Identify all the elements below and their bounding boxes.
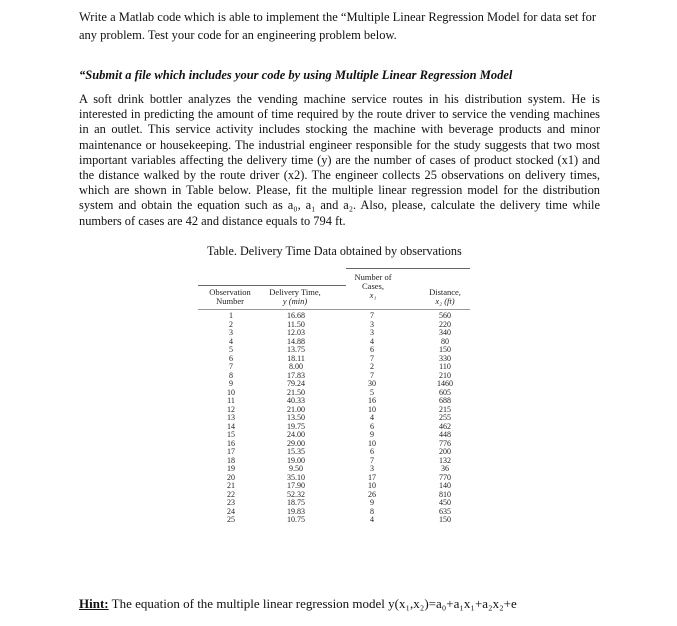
- obs-cell: 24: [227, 506, 235, 516]
- distance-cell: 36: [441, 464, 449, 473]
- column-delivery-time: [276, 312, 316, 525]
- obs-cell: 3: [229, 328, 233, 337]
- header-cases-line3: x₁: [369, 290, 377, 300]
- cases-cell: 3: [370, 319, 374, 329]
- problem-paragraph: A soft drink bottler analyzes the vending machine service routes in his distribution system. He is interested in predicting the amount of time required by the route driver to service the vending machines in an outlet. This service activity includes stocking the machine with beverage products and minor maintenance or housekeeping. The industrial engineer responsible for the study suggests that two most important variables affecting the delivery time (y) are the number of cases of product stocked (x1) and the distance walked by the route driver (x2). The engineer collects 25 observations on delivery times, which are shown in Table below. Please, fit the multiple linear regression model for the distribution system and obtain the equation such as a₀, a₁ and a₂. Also, please, calculate the delivery time while numbers of cases are 42 and distance equals to 794 ft.: [79, 92, 600, 228]
- hint-label: Hint:: [79, 596, 109, 611]
- obs-cell: 11: [227, 396, 235, 405]
- obs-cell: 22: [227, 489, 235, 499]
- cases-cell: 17: [368, 472, 376, 482]
- distance-cell: 150: [439, 515, 451, 524]
- header-cases-line1: Number of: [354, 272, 392, 282]
- obs-cell: 6: [229, 353, 233, 363]
- table-caption: Table. Delivery Time Data obtained by observations: [207, 244, 462, 258]
- obs-cell: 8: [229, 370, 233, 380]
- time-cell: 18.75: [287, 498, 305, 507]
- column-cases: [360, 312, 384, 525]
- obs-cell: 20: [227, 472, 235, 482]
- submit-note: “Submit a file which includes your code by using Multiple Linear Regression Model: [79, 68, 513, 82]
- obs-cell: 13: [227, 413, 235, 422]
- time-cell: 13.50: [287, 413, 305, 422]
- cases-cell: 8: [370, 506, 374, 516]
- cases-cell: 4: [370, 515, 374, 524]
- time-cell: 19.00: [287, 455, 305, 465]
- distance-cell: 80: [441, 336, 449, 346]
- table-top-rule-left: [198, 285, 346, 286]
- distance-cell: 150: [439, 345, 451, 354]
- distance-cell: 560: [439, 311, 451, 320]
- obs-cell: 15: [227, 430, 235, 439]
- column-distance: [428, 312, 462, 525]
- cases-cell: 4: [370, 413, 374, 422]
- obs-cell: 1: [229, 311, 233, 320]
- distance-cell: 220: [439, 319, 451, 329]
- cases-cell: 10: [368, 404, 376, 414]
- obs-cell: 2: [229, 319, 233, 329]
- obs-cell: 4: [229, 336, 233, 346]
- header-observation-line2: Number: [216, 296, 244, 306]
- distance-cell: 215: [439, 404, 451, 414]
- time-cell: 35.10: [287, 472, 305, 482]
- cases-cell: 6: [370, 421, 374, 431]
- time-cell: 14.88: [287, 336, 305, 346]
- cases-cell: 6: [370, 447, 374, 456]
- cases-cell: 7: [370, 311, 374, 320]
- time-cell: 40.33: [287, 396, 305, 405]
- obs-cell: 17: [227, 447, 235, 456]
- header-distance: [420, 288, 470, 306]
- obs-cell: 23: [227, 498, 235, 507]
- time-cell: 10.75: [287, 515, 305, 524]
- header-delivery-time: [260, 288, 330, 306]
- header-cases-line2: Cases,: [362, 281, 384, 291]
- distance-cell: 776: [439, 438, 451, 448]
- time-cell: 9.50: [289, 464, 303, 473]
- distance-cell: 770: [439, 472, 451, 482]
- distance-cell: 340: [439, 328, 451, 337]
- obs-cell: 25: [227, 515, 235, 524]
- header-cases: [348, 273, 398, 300]
- hint: [79, 596, 517, 612]
- header-distance-line1: Distance,: [429, 287, 461, 297]
- distance-cell: 255: [439, 413, 451, 422]
- cases-cell: 6: [370, 345, 374, 354]
- delivery-time-table: [198, 266, 470, 592]
- distance-cell: 132: [439, 455, 451, 465]
- distance-cell: 462: [439, 421, 451, 431]
- header-observation-line1: Observation: [209, 287, 251, 297]
- obs-cell: 7: [229, 362, 233, 371]
- distance-cell: 1460: [437, 379, 453, 388]
- distance-cell: 448: [439, 430, 451, 439]
- distance-cell: 810: [439, 489, 451, 499]
- time-cell: 11.50: [287, 319, 305, 329]
- cases-cell: 10: [368, 481, 376, 490]
- distance-cell: 635: [439, 506, 451, 516]
- distance-cell: 140: [439, 481, 451, 490]
- obs-cell: 5: [229, 345, 233, 354]
- cases-cell: 3: [370, 464, 374, 473]
- cases-cell: 9: [370, 498, 374, 507]
- obs-cell: 12: [227, 404, 235, 414]
- obs-cell: 14: [227, 421, 235, 431]
- time-cell: 8.00: [289, 362, 303, 371]
- distance-cell: 210: [439, 370, 451, 380]
- distance-cell: 688: [439, 396, 451, 405]
- cases-cell: 4: [370, 336, 374, 346]
- cases-cell: 16: [368, 396, 376, 405]
- obs-cell: 9: [229, 379, 233, 388]
- cases-cell: 2: [370, 362, 374, 371]
- cases-cell: 9: [370, 430, 374, 439]
- distance-cell: 200: [439, 447, 451, 456]
- distance-cell: 110: [439, 362, 451, 371]
- cases-cell: 30: [368, 379, 376, 388]
- time-cell: 21.00: [287, 404, 305, 414]
- table-top-rule-right: [346, 268, 470, 269]
- obs-cell: 19: [227, 464, 235, 473]
- time-cell: 19.75: [287, 421, 305, 431]
- header-delivery-time-line1: Delivery Time,: [269, 287, 321, 297]
- time-cell: 19.83: [287, 506, 305, 516]
- time-cell: 24.00: [287, 430, 305, 439]
- hint-text: The equation of the multiple linear regression model y(x₁,x₂)=a₀+a₁x₁+a₂x₂+e: [108, 596, 517, 611]
- cases-cell: 26: [368, 489, 376, 499]
- obs-cell: 18: [227, 455, 235, 465]
- table-header-rule: [198, 309, 470, 310]
- cases-cell: 10: [368, 438, 376, 448]
- column-observation: [216, 312, 246, 525]
- header-observation: [201, 288, 259, 306]
- obs-cell: 21: [227, 481, 235, 490]
- time-cell: 13.75: [287, 345, 305, 354]
- header-delivery-time-line2: y (min): [282, 296, 308, 306]
- cases-cell: 3: [370, 328, 374, 337]
- time-cell: 17.90: [287, 481, 305, 490]
- time-cell: 79.24: [287, 379, 305, 388]
- distance-cell: 450: [439, 498, 451, 507]
- time-cell: 52.32: [287, 489, 305, 499]
- intro-paragraph: Write a Matlab code which is able to implement the “Multiple Linear Regression Model for data set for any problem. Test your code for an engineering problem below.: [79, 10, 597, 42]
- distance-cell: 330: [439, 353, 451, 363]
- time-cell: 29.00: [287, 438, 305, 448]
- distance-cell: 605: [439, 387, 451, 397]
- time-cell: 17.83: [287, 370, 305, 380]
- time-cell: 15.35: [287, 447, 305, 456]
- cases-cell: 7: [370, 370, 374, 380]
- cases-cell: 7: [370, 353, 374, 363]
- obs-cell: 16: [227, 438, 235, 448]
- time-cell: 18.11: [287, 353, 305, 363]
- time-cell: 16.68: [287, 311, 305, 320]
- header-distance-line2: x₂ (ft): [435, 296, 455, 306]
- time-cell: 12.03: [287, 328, 305, 337]
- obs-cell: 10: [227, 387, 235, 397]
- time-cell: 21.50: [287, 387, 305, 397]
- cases-cell: 7: [370, 455, 374, 465]
- cases-cell: 5: [370, 387, 374, 397]
